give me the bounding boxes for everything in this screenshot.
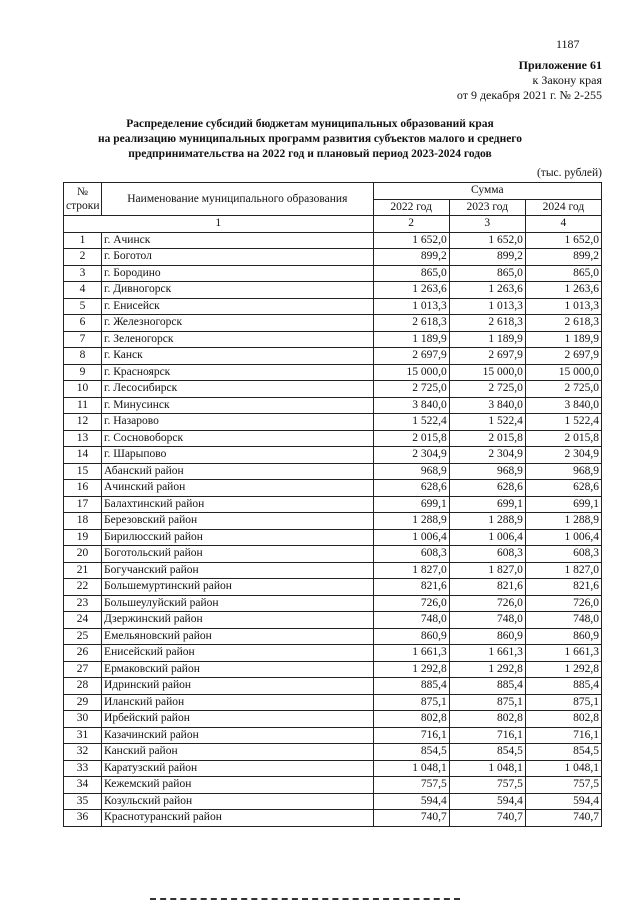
table-row [64,777,602,794]
row-number: 12 [64,414,102,431]
value-2024: 1 292,8 [525,661,601,678]
row-number: 23 [64,595,102,612]
value-2022: 716,1 [373,727,449,744]
value-2023: 885,4 [449,678,525,695]
table-row [64,612,602,629]
table-row [64,249,602,266]
value-2024: 1 661,3 [525,645,601,662]
value-2023: 1 652,0 [449,232,525,249]
row-number: 7 [64,331,102,348]
value-2023: 15 000,0 [449,364,525,381]
table-row [64,562,602,579]
municipality-name: г. Красноярск [102,364,374,381]
value-2022: 875,1 [373,694,449,711]
value-2023: 716,1 [449,727,525,744]
table-row [64,315,602,332]
row-number: 10 [64,381,102,398]
municipality-name: Ермаковский район [102,661,374,678]
colnum-2: 2 [373,216,449,233]
value-2022: 1 006,4 [373,529,449,546]
table-row [64,414,602,431]
municipality-name: Боготольский район [102,546,374,563]
row-number: 36 [64,810,102,827]
table-row [64,430,602,447]
footer-separator [150,898,460,902]
value-2024: 1 652,0 [525,232,601,249]
table-row [64,265,602,282]
table-row [64,331,602,348]
value-2024: 821,6 [525,579,601,596]
table-row [64,760,602,777]
value-2023: 875,1 [449,694,525,711]
value-2022: 594,4 [373,793,449,810]
table-row [64,529,602,546]
units-label: (тыс. рублей) [536,167,602,179]
row-number: 27 [64,661,102,678]
value-2023: 1 013,3 [449,298,525,315]
colnum-3: 3 [449,216,525,233]
value-2023: 860,9 [449,628,525,645]
municipality-name: Канский район [102,744,374,761]
row-number: 33 [64,760,102,777]
value-2023: 854,5 [449,744,525,761]
row-number: 6 [64,315,102,332]
table-row [64,661,602,678]
row-number: 24 [64,612,102,629]
row-number: 32 [64,744,102,761]
row-number: 1 [64,232,102,249]
table-row [64,447,602,464]
table-row [64,793,602,810]
value-2023: 2 304,9 [449,447,525,464]
value-2024: 854,5 [525,744,601,761]
municipality-name: г. Дивногорск [102,282,374,299]
value-2023: 2 725,0 [449,381,525,398]
municipality-name: Абанский район [102,463,374,480]
municipality-name: Большемуртинский район [102,579,374,596]
municipality-name: г. Канск [102,348,374,365]
row-number: 17 [64,496,102,513]
municipality-name: г. Железногорск [102,315,374,332]
value-2024: 885,4 [525,678,601,695]
value-2023: 1 189,9 [449,331,525,348]
table-row [64,711,602,728]
value-2023: 1 827,0 [449,562,525,579]
value-2024: 748,0 [525,612,601,629]
row-number: 2 [64,249,102,266]
value-2023: 821,6 [449,579,525,596]
value-2022: 699,1 [373,496,449,513]
value-2022: 608,3 [373,546,449,563]
table-row [64,628,602,645]
value-2022: 2 304,9 [373,447,449,464]
value-2022: 2 015,8 [373,430,449,447]
row-number: 21 [64,562,102,579]
row-number: 9 [64,364,102,381]
value-2023: 968,9 [449,463,525,480]
table-row [64,397,602,414]
row-number: 20 [64,546,102,563]
value-2022: 1 292,8 [373,661,449,678]
value-2022: 740,7 [373,810,449,827]
value-2022: 865,0 [373,265,449,282]
value-2024: 2 725,0 [525,381,601,398]
value-2024: 757,5 [525,777,601,794]
value-2022: 1 048,1 [373,760,449,777]
table-row [64,727,602,744]
header-row-number: № строки [64,183,102,216]
table-body [64,232,602,826]
table-row [64,678,602,695]
row-number: 11 [64,397,102,414]
table-row [64,546,602,563]
row-number: 8 [64,348,102,365]
value-2023: 2 618,3 [449,315,525,332]
municipality-name: г. Лесосибирск [102,381,374,398]
municipality-name: Кежемский район [102,777,374,794]
value-2024: 1 522,4 [525,414,601,431]
value-2023: 1 292,8 [449,661,525,678]
value-2024: 802,8 [525,711,601,728]
value-2022: 899,2 [373,249,449,266]
subsidy-table [63,182,602,827]
value-2022: 1 013,3 [373,298,449,315]
value-2024: 1 006,4 [525,529,601,546]
value-2024: 860,9 [525,628,601,645]
value-2024: 594,4 [525,793,601,810]
table-row [64,810,602,827]
value-2022: 1 263,6 [373,282,449,299]
table-row [64,744,602,761]
page-number: 1187 [556,37,580,51]
row-number: 18 [64,513,102,530]
value-2023: 1 288,9 [449,513,525,530]
value-2024: 2 697,9 [525,348,601,365]
table-row [64,513,602,530]
municipality-name: Бирилюсский район [102,529,374,546]
table-row [64,496,602,513]
table-row [64,348,602,365]
value-2024: 716,1 [525,727,601,744]
municipality-name: Богучанский район [102,562,374,579]
municipality-name: г. Сосновоборск [102,430,374,447]
municipality-name: Краснотуранский район [102,810,374,827]
table-row [64,298,602,315]
value-2022: 885,4 [373,678,449,695]
appendix-block [457,58,602,103]
value-2022: 628,6 [373,480,449,497]
value-2024: 1 048,1 [525,760,601,777]
value-2022: 1 827,0 [373,562,449,579]
value-2023: 757,5 [449,777,525,794]
value-2023: 1 263,6 [449,282,525,299]
value-2022: 968,9 [373,463,449,480]
value-2024: 726,0 [525,595,601,612]
value-2022: 2 618,3 [373,315,449,332]
table-row [64,381,602,398]
appendix-date: от 9 декабря 2021 г. № 2-255 [456,88,602,102]
value-2023: 2 697,9 [449,348,525,365]
row-number: 13 [64,430,102,447]
table-row [64,694,602,711]
municipality-name: Большеулуйский район [102,595,374,612]
municipality-name: Березовский район [102,513,374,530]
municipality-name: г. Бородино [102,265,374,282]
value-2023: 899,2 [449,249,525,266]
table-row [64,480,602,497]
value-2024: 628,6 [525,480,601,497]
value-2022: 726,0 [373,595,449,612]
value-2023: 699,1 [449,496,525,513]
value-2024: 968,9 [525,463,601,480]
municipality-name: Иланский район [102,694,374,711]
municipality-name: г. Ачинск [102,232,374,249]
value-2024: 3 840,0 [525,397,601,414]
row-number: 35 [64,793,102,810]
municipality-name: г. Боготол [102,249,374,266]
value-2023: 740,7 [449,810,525,827]
table-row [64,463,602,480]
municipality-name: Ачинский район [102,480,374,497]
table-row [64,579,602,596]
appendix-title: Приложение 61 [518,58,602,72]
municipality-name: г. Енисейск [102,298,374,315]
value-2022: 1 189,9 [373,331,449,348]
table-row [64,282,602,299]
value-2024: 865,0 [525,265,601,282]
value-2024: 2 618,3 [525,315,601,332]
value-2024: 1 288,9 [525,513,601,530]
value-2023: 1 048,1 [449,760,525,777]
row-number: 4 [64,282,102,299]
heading-line-2: на реализацию муниципальных программ развития субъектов малого и среднего [97,133,522,145]
row-number: 19 [64,529,102,546]
header-name: Наименование муниципального образования [102,183,374,216]
municipality-name: Балахтинский район [102,496,374,513]
document-heading [60,117,560,162]
value-2022: 860,9 [373,628,449,645]
row-number: 31 [64,727,102,744]
row-number: 26 [64,645,102,662]
row-number: 3 [64,265,102,282]
value-2022: 2 725,0 [373,381,449,398]
value-2024: 875,1 [525,694,601,711]
municipality-name: г. Минусинск [102,397,374,414]
header-2023: 2023 год [449,199,525,216]
value-2024: 699,1 [525,496,601,513]
municipality-name: г. Назарово [102,414,374,431]
municipality-name: Емельяновский район [102,628,374,645]
row-number: 30 [64,711,102,728]
value-2022: 802,8 [373,711,449,728]
value-2022: 3 840,0 [373,397,449,414]
value-2023: 608,3 [449,546,525,563]
value-2023: 748,0 [449,612,525,629]
municipality-name: Дзержинский район [102,612,374,629]
header-sum: Сумма [373,183,601,200]
value-2024: 1 263,6 [525,282,601,299]
row-number: 22 [64,579,102,596]
value-2023: 802,8 [449,711,525,728]
header-2022: 2022 год [373,199,449,216]
row-number: 25 [64,628,102,645]
table-row [64,595,602,612]
value-2022: 2 697,9 [373,348,449,365]
header-2024: 2024 год [525,199,601,216]
value-2023: 3 840,0 [449,397,525,414]
value-2024: 608,3 [525,546,601,563]
value-2022: 821,6 [373,579,449,596]
heading-line-3: предпринимательства на 2022 год и плановый период 2023-2024 годов [128,148,492,160]
municipality-name: Козульский район [102,793,374,810]
value-2023: 1 522,4 [449,414,525,431]
value-2022: 854,5 [373,744,449,761]
heading-line-1: Распределение субсидий бюджетам муниципальных образований края [126,118,494,130]
municipality-name: Казачинский район [102,727,374,744]
value-2022: 757,5 [373,777,449,794]
municipality-name: г. Шарыпово [102,447,374,464]
row-number: 16 [64,480,102,497]
table-row [64,232,602,249]
value-2024: 899,2 [525,249,601,266]
value-2022: 1 288,9 [373,513,449,530]
row-number: 29 [64,694,102,711]
value-2024: 1 189,9 [525,331,601,348]
municipality-name: г. Зеленогорск [102,331,374,348]
value-2023: 1 661,3 [449,645,525,662]
value-2023: 1 006,4 [449,529,525,546]
value-2023: 628,6 [449,480,525,497]
value-2022: 1 661,3 [373,645,449,662]
municipality-name: Идринский район [102,678,374,695]
row-number: 14 [64,447,102,464]
value-2024: 1 013,3 [525,298,601,315]
value-2024: 2 015,8 [525,430,601,447]
value-2024: 15 000,0 [525,364,601,381]
value-2024: 2 304,9 [525,447,601,464]
value-2023: 2 015,8 [449,430,525,447]
row-number: 28 [64,678,102,695]
value-2024: 740,7 [525,810,601,827]
municipality-name: Ирбейский район [102,711,374,728]
value-2022: 1 652,0 [373,232,449,249]
value-2023: 726,0 [449,595,525,612]
table-row [64,645,602,662]
value-2022: 748,0 [373,612,449,629]
row-number: 34 [64,777,102,794]
municipality-name: Каратузский район [102,760,374,777]
row-number: 5 [64,298,102,315]
value-2022: 15 000,0 [373,364,449,381]
colnum-1: 1 [64,216,374,233]
value-2024: 1 827,0 [525,562,601,579]
row-number: 15 [64,463,102,480]
colnum-4: 4 [525,216,601,233]
appendix-law: к Закону края [532,73,602,87]
municipality-name: Енисейский район [102,645,374,662]
value-2023: 594,4 [449,793,525,810]
table-row [64,364,602,381]
value-2022: 1 522,4 [373,414,449,431]
value-2023: 865,0 [449,265,525,282]
